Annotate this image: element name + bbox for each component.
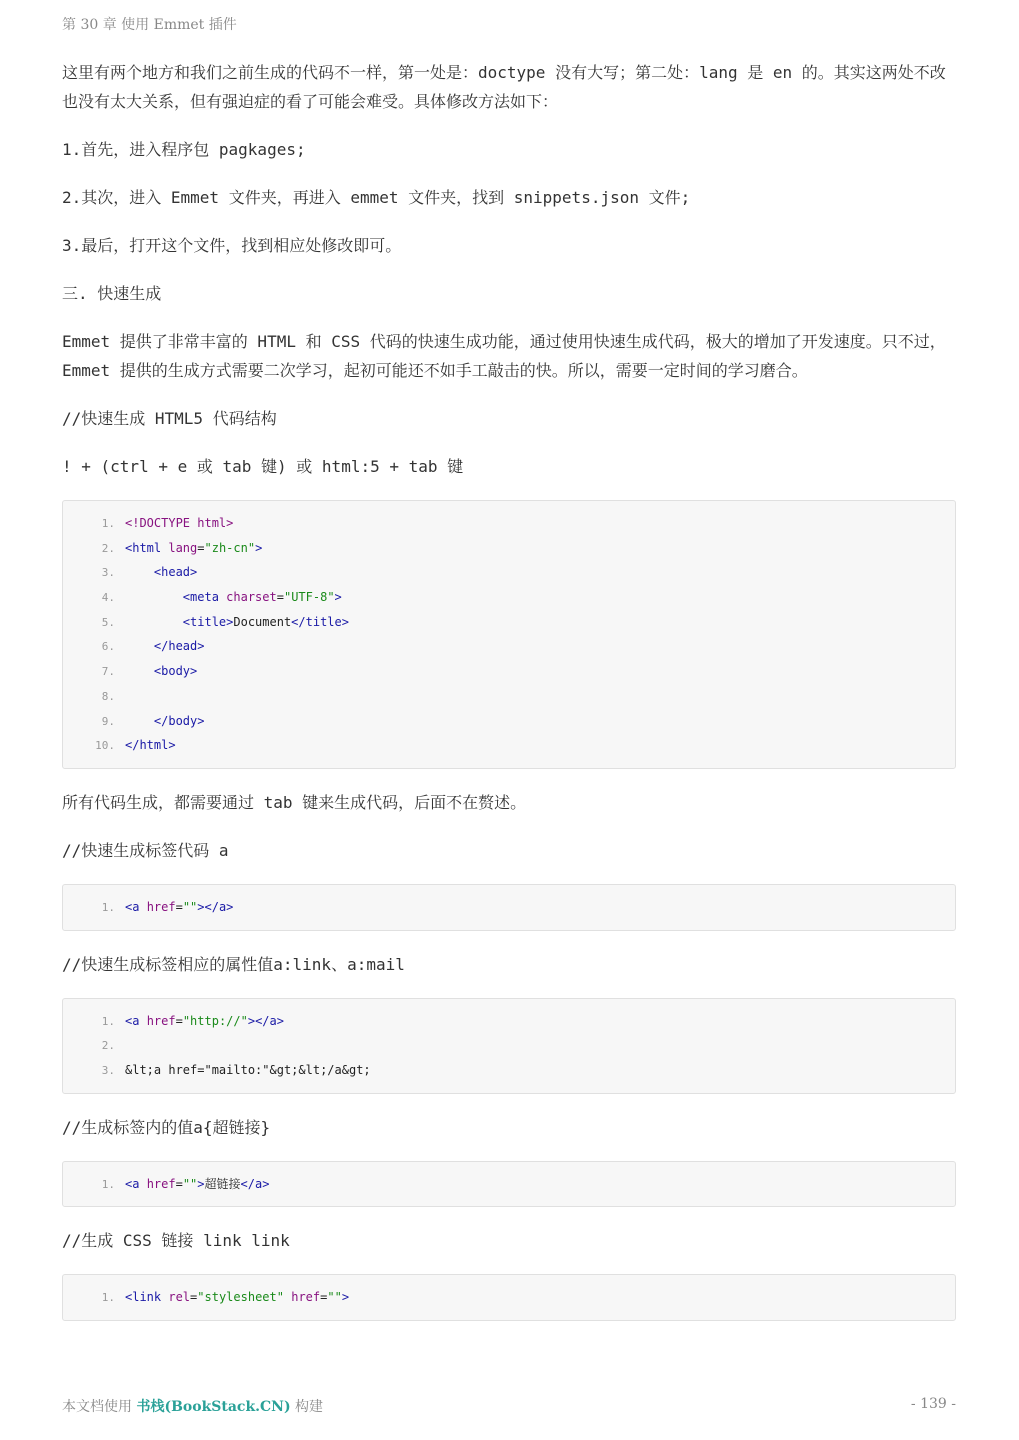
code-text [125, 585, 342, 610]
line-number: 2. [101, 541, 115, 555]
code-token: "" [182, 899, 198, 914]
code-token: lang [168, 540, 198, 555]
document-body [62, 58, 956, 1340]
code-line [63, 709, 955, 734]
line-number: 3. [101, 1063, 115, 1077]
paragraph: //生成标签内的值a{超链接} [62, 1117, 271, 1137]
code-token: <body> [153, 664, 198, 679]
code-token [125, 714, 154, 728]
footer-credit [62, 1396, 323, 1416]
paragraph: //快速生成标签相应的属性值a:link、a:mail [62, 954, 405, 974]
code-token: <head> [153, 565, 198, 580]
code-token: "" [327, 1290, 342, 1305]
code-token [125, 664, 154, 678]
code-token: href [146, 1176, 176, 1191]
code-token [125, 639, 154, 653]
code-token [125, 615, 183, 629]
paragraph: 1.首先，进入程序包 pagkages; [62, 140, 306, 159]
code-token: </a> [240, 1176, 270, 1191]
code-block [62, 500, 956, 769]
code-token: <!DOCTYPE html> [125, 516, 234, 530]
code-line [63, 560, 955, 585]
code-token: "http://" [182, 1013, 248, 1028]
line-number: 9. [101, 714, 115, 728]
code-token: <title> [182, 614, 234, 629]
code-token: <html [125, 540, 169, 555]
code-line [63, 610, 955, 635]
code-line [63, 895, 955, 920]
code-token: = [190, 1290, 198, 1305]
code-text [125, 709, 204, 734]
code-text [125, 1058, 371, 1083]
code-line [63, 684, 955, 709]
code-line [63, 1033, 955, 1058]
code-token [125, 590, 183, 604]
code-line [63, 1172, 955, 1197]
page-number: - 139 - [910, 1396, 956, 1412]
paragraph: //生成 CSS 链接 link link [62, 1231, 290, 1251]
paragraph: Emmet 提供了非常丰富的 HTML 和 CSS 代码的快速生成功能，通过使用快速生成代码，极大的增加了开发速度。只不过，Emmet 提供的生成方式需要二次学习，起初可能还不如手工敲击的快。所以，需要一定时间的学习磨合。 [62, 332, 946, 380]
paragraph: 3.最后，打开这个文件，找到相应处修改即可。 [62, 236, 402, 255]
code-line [63, 536, 955, 561]
code-token: = [276, 590, 284, 605]
paragraph: 所有代码生成，都需要通过 tab 键来生成代码，后面不在赘述。 [62, 792, 527, 812]
footer-prefix: 本文档使用 [62, 1399, 137, 1415]
code-token: > [197, 1176, 205, 1191]
line-number: 1. [101, 900, 115, 914]
line-number: 5. [101, 615, 115, 629]
code-token: &lt;a href="mailto:"&gt;&lt;/a&gt; [125, 1062, 371, 1077]
code-token: <link [125, 1290, 169, 1305]
code-token: 超链接 [204, 1176, 241, 1191]
line-number: 10. [95, 739, 115, 753]
line-number: 7. [101, 665, 115, 679]
code-token: </head> [153, 639, 205, 654]
line-number: 1. [101, 517, 115, 530]
code-token: = [320, 1290, 328, 1305]
code-token: href [146, 1013, 176, 1028]
section-heading: 三. 快速生成 [62, 284, 162, 303]
code-token: </html> [125, 738, 176, 753]
code-token: <a [125, 899, 147, 914]
code-token: = [197, 540, 205, 555]
code-token: "zh-cn" [204, 540, 256, 555]
line-number: 1. [101, 1014, 115, 1028]
line-number: 6. [101, 640, 115, 654]
code-token: > [341, 1290, 350, 1305]
line-number: 1. [101, 1291, 115, 1305]
code-text [125, 659, 197, 684]
code-token: "UTF-8" [283, 590, 335, 605]
code-token: = [175, 1013, 183, 1028]
code-token: </title> [291, 614, 349, 629]
paragraph: ! + (ctrl + e 或 tab 键) 或 html:5 + tab 键 [62, 457, 464, 476]
code-text [125, 634, 204, 659]
line-number: 4. [101, 591, 115, 605]
code-text [125, 733, 176, 758]
footer-suffix: 构建 [290, 1399, 324, 1415]
code-token: href [146, 899, 176, 914]
code-token: = [175, 1176, 183, 1191]
code-block [62, 884, 956, 931]
code-line [63, 634, 955, 659]
line-number: 8. [101, 689, 115, 703]
code-text [125, 1172, 269, 1197]
bookstack-link[interactable]: 书栈(BookStack.CN) [136, 1399, 291, 1415]
page-header: 第 30 章 使用 Emmet 插件 [62, 17, 237, 33]
line-number: 1. [101, 1177, 115, 1191]
code-token: <a [125, 1176, 147, 1191]
line-number: 3. [101, 566, 115, 580]
code-token: ></a> [247, 1013, 284, 1028]
code-token: "stylesheet" [197, 1290, 284, 1305]
code-line [63, 733, 955, 758]
code-text [125, 610, 349, 635]
code-block [62, 1274, 956, 1321]
code-text [125, 560, 197, 585]
code-token: <meta [182, 590, 227, 605]
code-token: charset [226, 590, 277, 605]
code-block [62, 1161, 956, 1208]
code-text [125, 1285, 349, 1310]
code-text [125, 1009, 284, 1034]
code-token: Document [233, 614, 292, 629]
code-text [125, 536, 262, 561]
code-line [63, 1058, 955, 1083]
code-line [63, 585, 955, 610]
paragraph: 2.其次，进入 Emmet 文件夹，再进入 emmet 文件夹，找到 snippets.json 文件; [62, 188, 691, 207]
code-token: "" [182, 1176, 198, 1191]
paragraph: //快速生成标签代码 a [62, 840, 229, 860]
code-line [63, 1009, 955, 1034]
code-token: > [255, 540, 263, 555]
code-block [62, 998, 956, 1094]
code-token [125, 565, 154, 579]
code-token: rel [168, 1290, 191, 1305]
code-token: ></a> [197, 899, 234, 914]
code-line [63, 1285, 955, 1310]
line-number: 2. [101, 1039, 115, 1053]
code-token: href [291, 1290, 321, 1305]
code-text [125, 895, 233, 920]
code-line [63, 659, 955, 684]
paragraph: //快速生成 HTML5 代码结构 [62, 409, 277, 428]
code-line [63, 511, 955, 536]
paragraph: 这里有两个地方和我们之前生成的代码不一样，第一处是：doctype 没有大写；第二处：lang 是 en 的。其实这两处不改也没有太大关系，但有强迫症的看了可能会难受。具体修改方法如下： [62, 63, 946, 111]
code-token: <a [125, 1013, 147, 1028]
code-token: </body> [153, 713, 205, 728]
code-token: = [175, 899, 183, 914]
code-text [125, 511, 233, 536]
code-token: > [334, 590, 342, 605]
